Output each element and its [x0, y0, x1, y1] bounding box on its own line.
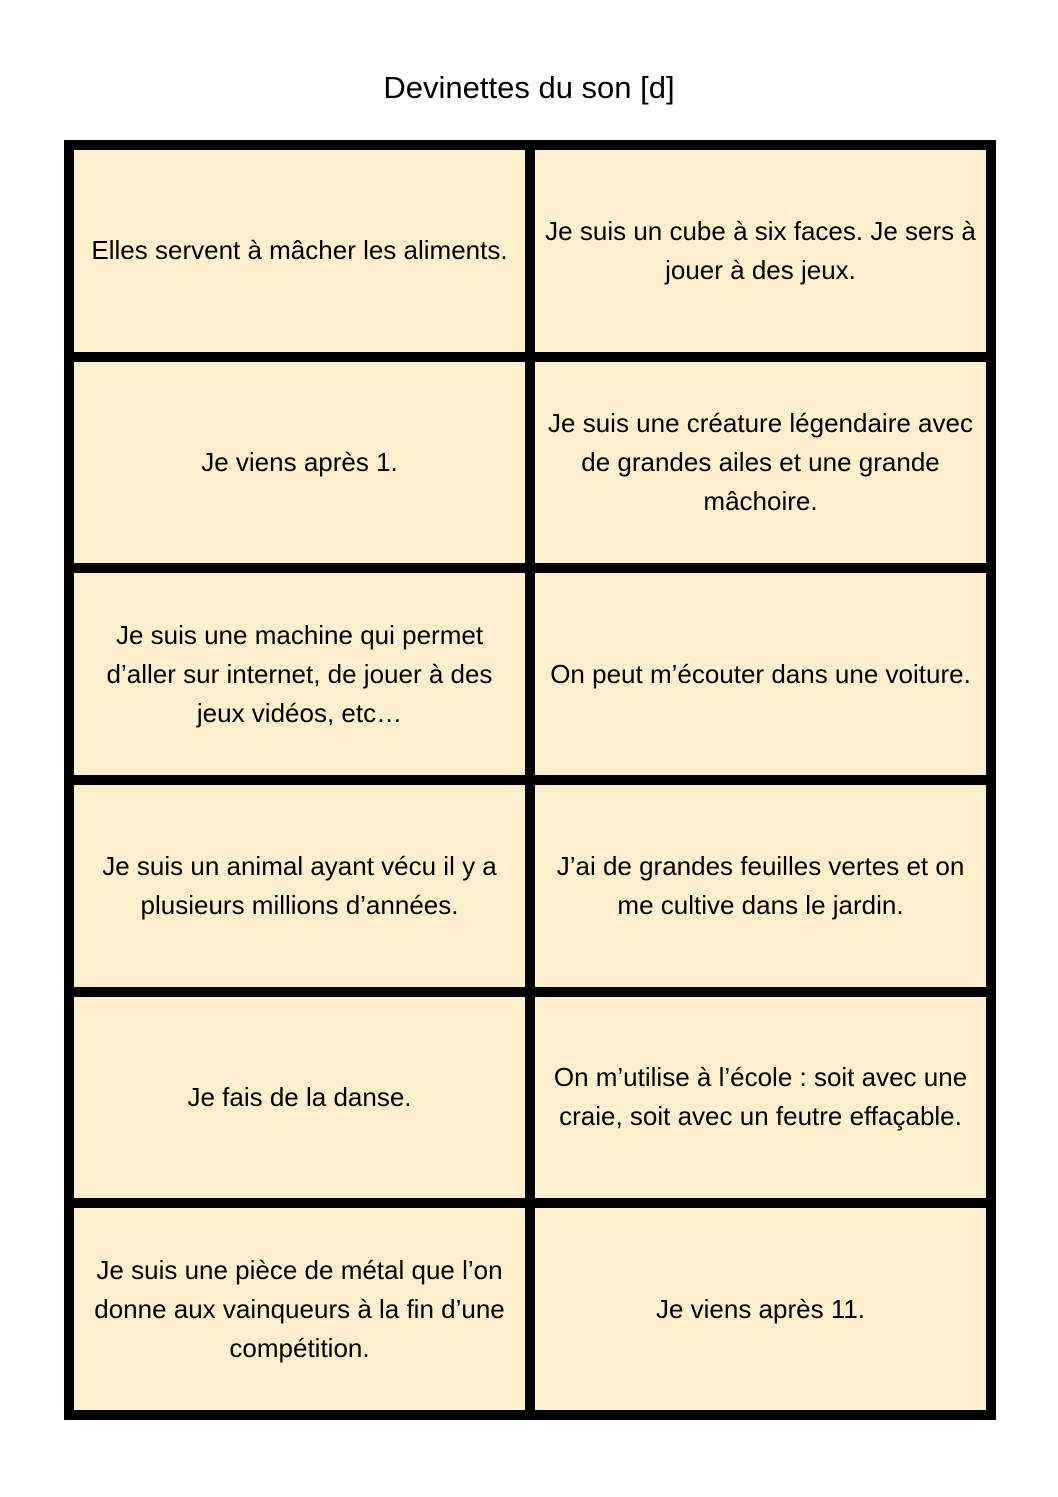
riddle-text: J’ai de grandes feuilles vertes et on me cultive dans le jardin. [556, 850, 965, 920]
riddle-card-1 [74, 150, 525, 352]
riddle-card-2 [535, 150, 986, 352]
riddle-card-4 [535, 362, 986, 564]
riddle-card-9 [74, 997, 525, 1199]
riddle-card-6 [535, 573, 986, 775]
riddle-text: Je suis un cube à six faces. Je sers à jouer à des jeux. [545, 215, 976, 285]
riddle-card-3 [74, 362, 525, 564]
riddle-text: Je suis une pièce de métal que l’on donne aux vainqueurs à la fin d’une compétition. [94, 1254, 505, 1363]
riddle-text: Elles servent à mâcher les aliments. [91, 235, 508, 266]
riddle-text: Je viens après 1. [201, 446, 398, 477]
riddle-card-grid [64, 140, 996, 1420]
riddle-card-5 [74, 573, 525, 775]
page-title: Devinettes du son [d] [383, 70, 675, 105]
riddle-text: Je suis une machine qui permet d’aller sur internet, de jouer à des jeux vidéos, etc… [106, 619, 493, 728]
riddle-text: On peut m’écouter dans une voiture. [550, 658, 971, 689]
riddle-text: Je fais de la danse. [187, 1081, 412, 1112]
riddle-card-7 [74, 785, 525, 987]
riddle-text: Je viens après 11. [655, 1293, 866, 1324]
riddle-card-8 [535, 785, 986, 987]
riddle-text: Je suis une créature légendaire avec de grandes ailes et une grande mâchoire. [548, 407, 973, 516]
riddle-text: On m’utilise à l’école : soit avec une craie, soit avec un feutre effaçable. [553, 1062, 968, 1132]
riddle-card-10 [535, 997, 986, 1199]
riddle-card-11 [74, 1208, 525, 1410]
riddle-text: Je suis un animal ayant vécu il y a plusieurs millions d’années. [102, 850, 497, 920]
riddle-card-12 [535, 1208, 986, 1410]
